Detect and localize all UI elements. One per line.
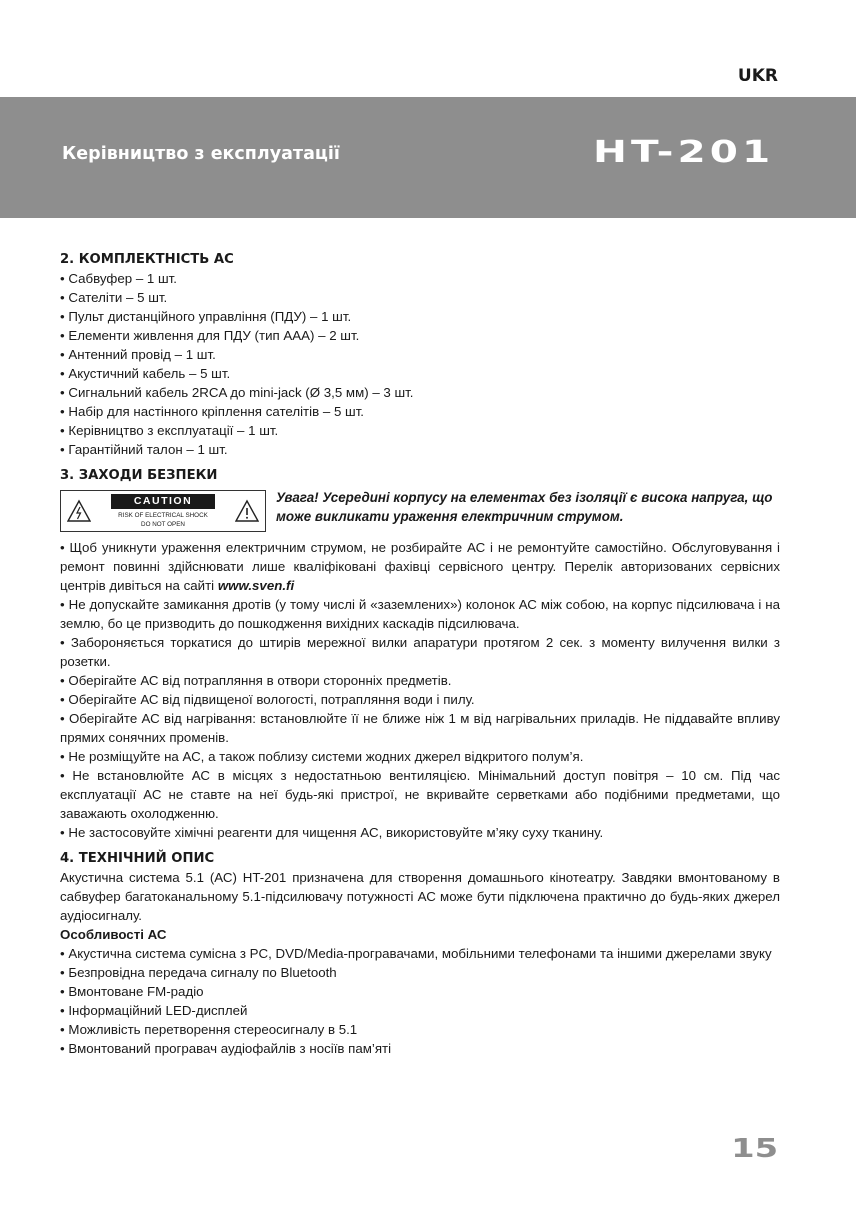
manual-title: Керівництво з експлуатації xyxy=(62,144,340,164)
features-list xyxy=(60,944,780,1058)
technical-description: Акустична система 5.1 (АС) HT-201 призначена для створення домашнього кінотеатру. Завдяки вмонтованому в сабвуфер багатоканальному 5.1-підсилювачу потужності АС може бути підключена практично до будь-яких джерел аудіосигналу. xyxy=(60,870,780,923)
list-item: • Можливість перетворення стереосигналу в 5.1 xyxy=(60,1020,780,1039)
shock-warning-text: Увага! Усередині корпусу на елементах без ізоляції є висока напруга, що може викликати ураження електричним струмом. xyxy=(276,490,773,524)
model-name: HT-201 xyxy=(592,135,774,170)
list-item: • Безпровідна передача сигналу по Bluetooth xyxy=(60,963,780,982)
list-item: • Вмонтоване FM-радіо xyxy=(60,982,780,1001)
safety-paragraph: • Оберігайте АС від потрапляння в отвори сторонніх предметів. xyxy=(60,673,452,688)
website-link[interactable]: www.sven.fi xyxy=(217,578,295,593)
caution-word: CAUTION xyxy=(111,494,215,509)
list-item: • Сабвуфер – 1 шт. xyxy=(60,269,780,288)
lightning-warning-icon xyxy=(67,499,91,523)
list-item: • Акустичний кабель – 5 шт. xyxy=(60,364,780,383)
safety-paragraph: • Оберігайте АС від нагрівання: встановлюйте її не ближе ніж 1 м від нагрівальних приладів. Не піддавайте впливу прямих сонячних променів. xyxy=(60,711,780,745)
safety-paragraph: • Не допускайте замикання дротів (у тому числі й «заземлених») колонок АС між собою, на корпус підсилювача і на землю, бо це призводить до пошкодження вихідних каскадів підсилювача. xyxy=(60,597,780,631)
features-heading: Особливості АС xyxy=(60,927,167,942)
section-2-heading: 2. КОМПЛЕКТНІСТЬ АС xyxy=(60,252,234,267)
page-content xyxy=(60,246,780,1058)
caution-row xyxy=(60,490,780,538)
list-item: • Набір для настінного кріплення сателітів – 5 шт. xyxy=(60,402,780,421)
list-item: • Пульт дистанційного управління (ПДУ) – 1 шт. xyxy=(60,307,780,326)
exclamation-warning-icon xyxy=(235,499,259,523)
caution-label xyxy=(60,490,266,532)
list-item: • Інформаційний LED-дисплей xyxy=(60,1001,780,1020)
caution-sub-2: DO NOT OPEN xyxy=(141,520,185,528)
safety-paragraph: • Оберігайте АС від підвищеної вологості, потрапляння води і пилу. xyxy=(60,692,475,707)
page-number: 15 xyxy=(730,1134,778,1164)
safety-paragraph: • Не встановлюйте АС в місцях з недостатньою вентиляцією. Мінімальний доступ повітря – 10 см. Під час експлуатації АС не ставте на неї будь-які пристрої, не вкривайте серветками або подібними предметами, що заважають охолодженню. xyxy=(60,768,780,821)
section-4-heading: 4. ТЕХНІЧНИЙ ОПИС xyxy=(60,851,215,866)
safety-paragraph: • Не застосовуйте хімічні реагенти для чищення АС, використовуйте м’яку суху тканину. xyxy=(60,825,604,840)
list-item: • Акустична система сумісна з PC, DVD/Media-програвачами, мобільними телефонами та іншими джерелами звуку xyxy=(60,944,780,963)
caution-sub-1: RISK OF ELECTRICAL SHOCK xyxy=(118,511,208,519)
list-item: • Гарантійний талон – 1 шт. xyxy=(60,440,780,459)
list-item: • Елементи живлення для ПДУ (тип ААА) – 2 шт. xyxy=(60,326,780,345)
list-item: • Вмонтований програвач аудіофайлів з носіїв пам’яті xyxy=(60,1039,780,1058)
section-3-heading: 3. ЗАХОДИ БЕЗПЕКИ xyxy=(60,468,218,483)
title-banner xyxy=(0,97,856,218)
list-item: • Антенний провід – 1 шт. xyxy=(60,345,780,364)
language-code: UKR xyxy=(737,66,778,86)
safety-paragraph: • Не розміщуйте на АС, а також поблизу системи жодних джерел відкритого полум’я. xyxy=(60,749,584,764)
safety-paragraphs xyxy=(60,538,780,842)
package-contents-list xyxy=(60,269,780,459)
safety-paragraph: • Забороняється торкатися до штирів мережної вилки апаратури протягом 2 сек. з моменту вилучення вилки з розетки. xyxy=(60,635,780,669)
list-item: • Сигнальний кабель 2RCA до mini-jack (Ø 3,5 мм) – 3 шт. xyxy=(60,383,780,402)
safety-text: • Щоб уникнути ураження електричним струмом, не розбирайте АС і не ремонтуйте самостійно. Обслуговування і ремонт повинні здійснювати лише кваліфіковані фахівці сервісного центру. Перелік авторизованих сервісних центрів дивіться на сайті xyxy=(60,540,780,593)
list-item: • Сателіти – 5 шт. xyxy=(60,288,780,307)
safety-paragraph xyxy=(60,538,780,595)
list-item: • Керівництво з експлуатації – 1 шт. xyxy=(60,421,780,440)
